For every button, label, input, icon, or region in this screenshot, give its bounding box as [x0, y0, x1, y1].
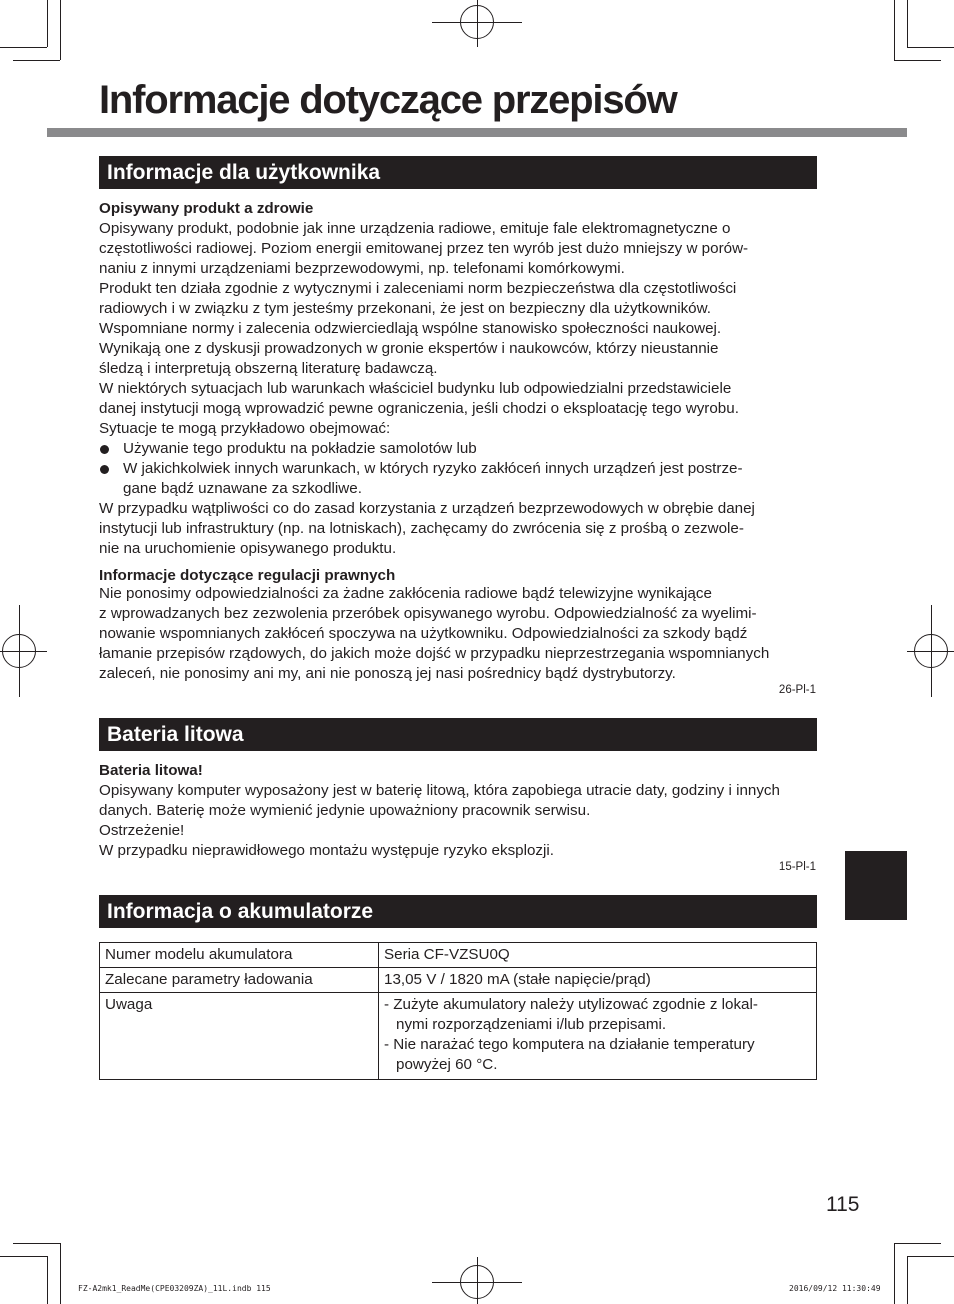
text-line: naniu z innymi urządzeniami bezprzewodowymi, np. telefonami komórkowymi.	[99, 260, 625, 277]
text-line: W przypadku nieprawidłowego montażu występuje ryzyko eksplozji.	[99, 842, 554, 859]
reference-code: 26-Pl-1	[778, 684, 816, 696]
table-cell-label: Uwaga	[100, 993, 379, 1080]
table-cell-value: 13,05 V / 1820 mA (stałe napięcie/prąd)	[379, 968, 817, 993]
subheading-health: Opisywany produkt a zdrowie	[99, 200, 314, 217]
note-line: nymi rozporządzeniami i/lub przepisami.	[396, 1016, 667, 1033]
title-divider	[47, 128, 907, 137]
page-number: 115	[826, 1193, 860, 1216]
text-line: W przypadku wątpliwości co do zasad korzystania z urządzeń bezprzewodowych w obrębie danej	[99, 500, 755, 517]
bullet-icon	[100, 465, 109, 474]
note-line: - Zużyte akumulatory należy utylizować zgodnie z lokal-	[384, 996, 758, 1013]
text-line: śledzą i interpretują obszerną literaturę badawczą.	[99, 360, 438, 377]
table-cell-value: Seria CF-VZSU0Q	[379, 943, 817, 968]
text-line: z wprowadzanych bez zezwolenia przeróbek opisywanego wyrobu. Odpowiedzialność za wyelimi-	[99, 605, 757, 622]
text-line: Wynikają one z dyskusji prowadzonych w gronie ekspertów i naukowców, którzy nieustannie	[99, 340, 719, 357]
text-line: łamanie przepisów rządowych, do jakich może dojść w przypadku nieprzestrzegania wspomnianych	[99, 645, 770, 662]
table-cell-label: Zalecane parametry ładowania	[100, 968, 379, 993]
text-line: radiowych i w związku z tym jesteśmy przekonani, że jest on bezpieczny dla użytkowników.	[99, 300, 711, 317]
footer-timestamp: 2016/09/12 11:30:49	[789, 1284, 881, 1293]
table-cell-label: Numer modelu akumulatora	[100, 943, 379, 968]
text-line: Ostrzeżenie!	[99, 822, 185, 839]
table-row	[100, 993, 817, 1080]
bullet-text: Używanie tego produktu na pokładzie samolotów lub	[123, 440, 477, 457]
text-line: nie na uruchomienie opisywanego produktu.	[99, 540, 397, 557]
text-line: nowanie wspomnianych zakłóceń spoczywa na użytkowniku. Odpowiedzialności za szkody bądź	[99, 625, 748, 642]
section-header-accumulator: Informacja o akumulatorze	[99, 895, 817, 928]
text-line: W niektórych sytuacjach lub warunkach właściciel budynku lub odpowiedzialni przedstawiciele	[99, 380, 732, 397]
table-row	[100, 943, 817, 968]
section-header-user-info: Informacje dla użytkownika	[99, 156, 817, 189]
text-line: danych. Baterię może wymienić jedynie upoważniony pracownik serwisu.	[99, 802, 591, 819]
chapter-tab	[845, 851, 907, 920]
bullet-text: gane bądź uznawane za szkodliwe.	[123, 480, 362, 497]
text-line: częstotliwości radiowej. Poziom energii emitowanej przez ten wyrób jest dużo mniejszy w porów-	[99, 240, 749, 257]
subheading-legal: Informacje dotyczące regulacji prawnych	[99, 567, 396, 584]
text-line: Opisywany produkt, podobnie jak inne urządzenia radiowe, emituje fale elektromagnetyczne o	[99, 220, 731, 237]
text-line: Wspomniane normy i zalecenia odzwierciedlają wspólne stanowisko społeczności naukowej.	[99, 320, 722, 337]
footer-file-info: FZ-A2mk1_ReadMe(CPE03209ZA)_11L.indb 115	[78, 1284, 271, 1293]
note-line: powyżej 60 °C.	[396, 1056, 498, 1073]
subheading-battery: Bateria litowa!	[99, 762, 203, 779]
text-line: danej instytucji mogą wprowadzić pewne ograniczenia, jeśli chodzi o eksploatację tego wyrobu.	[99, 400, 739, 417]
section-header-lithium-battery: Bateria litowa	[99, 718, 817, 751]
bullet-item	[99, 459, 821, 499]
note-line: - Nie narażać tego komputera na działanie temperatury	[384, 1036, 755, 1053]
bullet-text: W jakichkolwiek innych warunkach, w których ryzyko zakłóceń innych urządzeń jest postrze-	[123, 460, 743, 477]
text-line: zaleceń, nie ponosimy ani my, ani nie ponoszą jej nasi pośrednicy bądź dystrybutorzy.	[99, 665, 676, 682]
text-line: Sytuacje te mogą przykładowo obejmować:	[99, 420, 391, 437]
text-line: Produkt ten działa zgodnie z wytycznymi i zaleceniami norm bezpieczeństwa dla częstotliwości	[99, 280, 737, 297]
reference-code: 15-Pl-1	[778, 861, 816, 873]
bullet-icon	[100, 445, 109, 454]
text-line: Nie ponosimy odpowiedzialności za żadne zakłócenia radiowe bądź telewizyjne wynikające	[99, 585, 712, 602]
table-cell-notes	[379, 993, 817, 1080]
bullet-item	[99, 439, 821, 459]
legal-body	[99, 567, 821, 684]
text-line: Opisywany komputer wyposażony jest w baterię litową, która zapobiega utracie daty, godziny i innych	[99, 782, 780, 799]
battery-body	[99, 761, 821, 861]
text-line: instytucji lub infrastruktury (np. na lotniskach), zachęcamy do zwrócenia się z prośbą o zezwole-	[99, 520, 744, 537]
user-info-body	[99, 199, 821, 559]
accumulator-table	[99, 942, 817, 1080]
page-title: Informacje dotyczące przepisów	[99, 78, 677, 122]
table-row	[100, 968, 817, 993]
